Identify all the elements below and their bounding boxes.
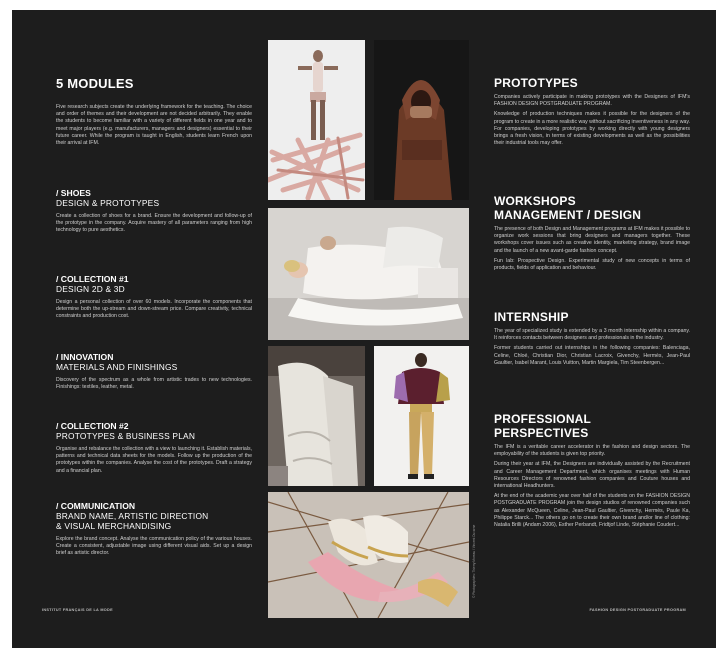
paragraph: During their year at IFM, the Designers are individually assisted by the Recruitment and Career Management Department, which organises meetings with Human Resources Directors of renowned fashion companies and Couture houses and international Headhunters.	[494, 461, 690, 490]
paragraph: Companies actively participate in making prototypes with the Designers of IFM's FASHION DESIGN POSTGRADUATE PROGRAM.	[494, 94, 690, 108]
footer-right: FASHION DESIGN POSTGRADUATE PROGRAM	[589, 608, 686, 612]
section-collection-1	[56, 274, 252, 321]
photo-hanging-shoes	[268, 492, 469, 618]
left-column	[56, 76, 252, 557]
section-heading-2: PERSPECTIVES	[494, 426, 589, 440]
section-body: Discovery of the spectrum as a whole from artistic trades to new technologies. Finishings: textiles, leather, metal.	[56, 377, 252, 391]
section-subheading: DESIGN & PROTOTYPES	[56, 198, 160, 208]
section-heading: / COLLECTION #2	[56, 421, 129, 431]
paragraph: Knowledge of production techniques makes it possible for the designers of the program to create in a more realistic way without sacrificing inventiveness in any way. For companies, developing prototypes by working directly with young designers brings a fresh vision, in terms of existing developments as well as the possibilities their industrial tools may offer.	[494, 111, 690, 147]
photo-hooded-figure	[374, 40, 469, 200]
section-body: Organise and rebalance the collection with a view to launching it. Establish materials, patterns and technical data sheets for the models. Follow up the production of the prototypes within the companies. Analyse the cost of the prototypes. Draft a strategy and a financial plan.	[56, 446, 252, 474]
section-subheading: MATERIALS AND FINISHINGS	[56, 362, 178, 372]
section-body: Design a personal collection of over 60 models. Incorporate the components that determine both the up-stream and down-stream price. Compare creativity, technical constraints and production cost.	[56, 299, 252, 320]
photo-gold-outfit	[374, 346, 469, 486]
paragraph: Former students carried out internships in the following companies: Balenciaga, Celine, Chloé, Christian Dior, Christian Lacroix, Givenchy, Hermès, Jean-Paul Gaultier, Isabel Marant, Louis Vuitton, Martin Margiela, Tim Steenbergen...	[494, 345, 690, 366]
paragraph: The IFM is a veritable career accelerator in the fashion and design sectors. The employability of the students is given top priority.	[494, 444, 690, 458]
section-body	[494, 94, 690, 147]
section-body: Create a collection of shoes for a brand. Ensure the development and follow-up of the prototype in the company. Acquire mastery of all parameters ranging from high technology to pure aesthetics.	[56, 213, 252, 234]
section-subheading-2: & VISUAL MERCHANDISING	[56, 521, 172, 531]
section-heading: PROTOTYPES	[494, 76, 578, 90]
section-collection-2	[56, 421, 252, 475]
section-shoes	[56, 188, 252, 235]
footer-left: INSTITUT FRANÇAIS DE LA MODE	[42, 608, 113, 612]
section-heading-2: MANAGEMENT / DESIGN	[494, 208, 642, 222]
section-heading: INTERNSHIP	[494, 310, 569, 324]
section-heading: WORKSHOPS	[494, 194, 576, 208]
modules-intro: Five research subjects create the underlying framework for the teaching. The choice and order of themes and their development are not decided arbitrarily. They enable the students to become familiar with a variety of different fields in one year and to meet major players (e.g. manufacturers, managers and designers) essential to their future career. While the program is taught in English, students learn French upon their arrival at IFM.	[56, 104, 252, 147]
section-heading: PROFESSIONAL	[494, 412, 592, 426]
section-prototypes	[494, 76, 690, 150]
section-heading: / SHOES	[56, 188, 91, 198]
section-subheading: DESIGN 2D & 3D	[56, 284, 125, 294]
section-communication	[56, 501, 252, 558]
photo-credit: © Photographies: Thierry Moreau / Vincent Ducarne	[472, 524, 476, 598]
section-innovation	[56, 352, 252, 391]
photo-workshop-group	[268, 208, 469, 340]
brochure-page	[12, 10, 716, 648]
section-heading: / COLLECTION #1	[56, 274, 129, 284]
section-body	[494, 328, 690, 367]
photo-padded-garment	[268, 346, 365, 486]
section-subheading: PROTOTYPES & BUSINESS PLAN	[56, 431, 196, 441]
paragraph: The year of specialized study is extended by a 3 month internship within a company. It reinforces contacts between designers and professionals in the industry.	[494, 328, 690, 342]
section-body	[494, 226, 690, 272]
paragraph: Fun lab: Prospective Design. Experimental study of new concepts in terms of products, fields of application and behaviour.	[494, 257, 690, 272]
paragraph: At the end of the academic year over half of the students on the FASHION DESIGN POSTGRADUATE PROGRAM join the design studios of renowned companies such as Alexander McQueen, Celine, Jean-Paul Gaultier, Givenchy, Hermès, Paule Ka, Philippe Starck... The others go on to create their own brand and/or line of clothing: Natalia Brilli (Andam 2006), Esther Perbandt, Fridtjof Linde, Stéphanie Coudert...	[494, 493, 690, 529]
section-workshops	[494, 194, 690, 275]
section-internship	[494, 310, 690, 370]
section-body: Explore the brand concept. Analyse the communication policy of the various houses. Create a consistent, adjustable image using different visual aids. Set up a design brief as artistic director.	[56, 536, 252, 557]
section-heading: / INNOVATION	[56, 352, 114, 362]
photo-shoes-figure	[268, 40, 365, 200]
paragraph: The presence of both Design and Management programs at IFM makes it possible to organize work sessions that bring designers and managers together. These workshops cover issues such as creative identity, marketing strategy, brand image and the launch of a new avant-garde fashion concept.	[494, 226, 690, 254]
modules-title: 5 MODULES	[56, 76, 134, 91]
section-subheading: BRAND NAME, ARTISTIC DIRECTION	[56, 511, 209, 521]
section-body	[494, 444, 690, 529]
section-professional	[494, 412, 690, 532]
section-heading: / COMMUNICATION	[56, 501, 136, 511]
